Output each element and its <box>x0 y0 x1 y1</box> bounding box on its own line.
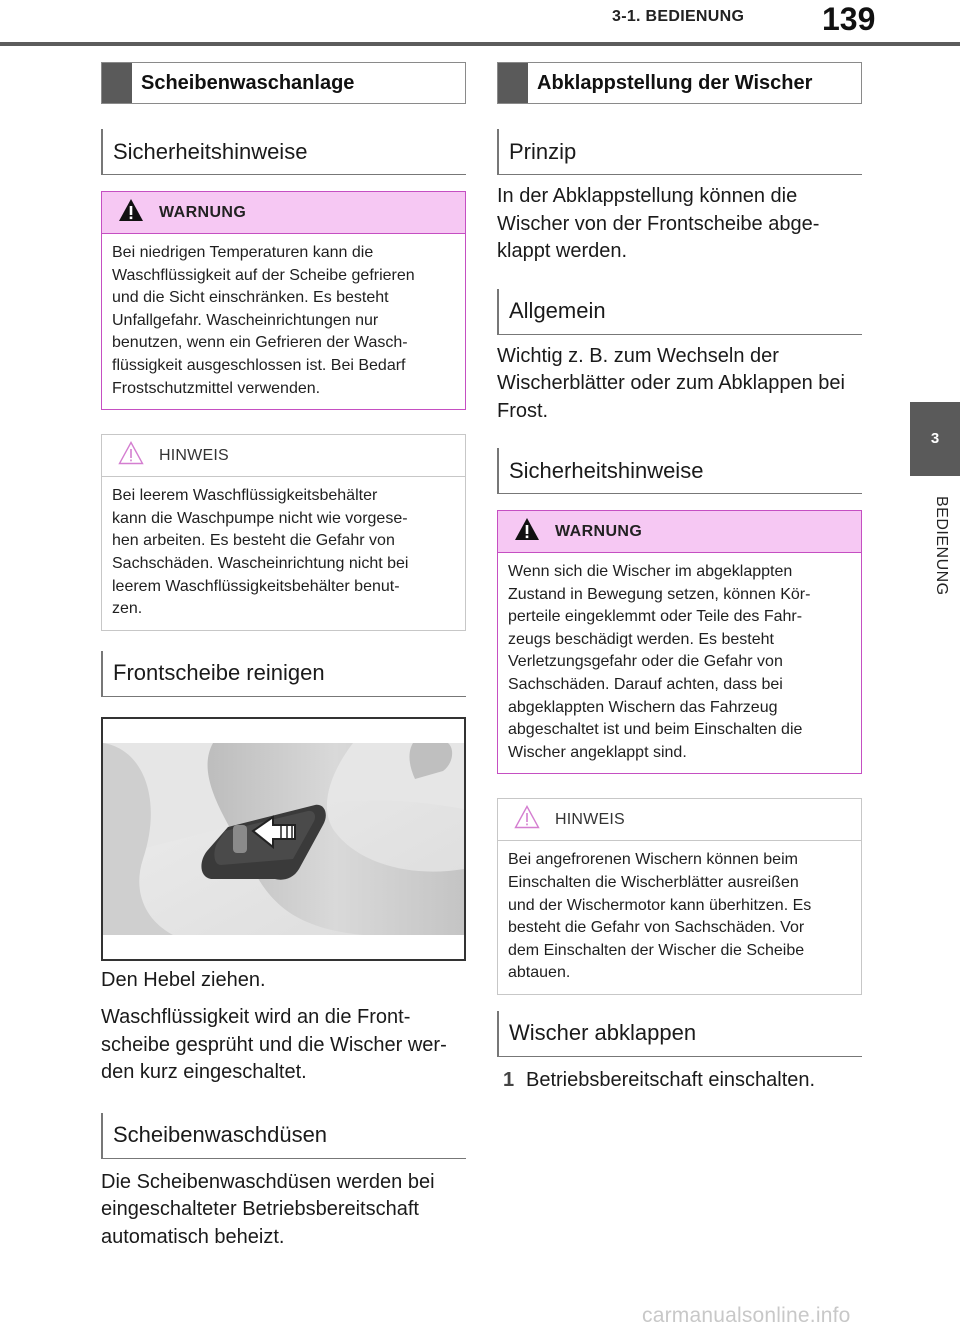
wiper-lever-pull-illustration <box>101 717 466 961</box>
text-line: Bei leerem Waschflüssigkeitsbehälter <box>112 487 378 505</box>
note-box <box>101 434 466 631</box>
note-text <box>498 841 861 994</box>
text-line: perteile eingeklemmt oder Teile des Fahr- <box>508 608 803 626</box>
text-line: abtauen. <box>508 964 571 982</box>
warning-text <box>498 553 861 773</box>
text-line: zeugs beschädigt werden. Es besteht <box>508 630 774 648</box>
sub-heading-general: Allgemein <box>497 289 862 335</box>
text-line: kann die Waschpumpe nicht wie vorgese- <box>112 509 408 527</box>
text-line: Wichtig z. B. zum Wechseln der <box>497 344 779 367</box>
step-number: 1 <box>503 1068 515 1091</box>
text-line: Waschflüssigkeit wird an die Front- <box>101 1006 411 1029</box>
warning-label: WARNUNG <box>159 203 247 221</box>
heading-bar <box>102 63 132 103</box>
text-line: klappt werden. <box>497 240 628 262</box>
header-rule <box>0 42 960 46</box>
text-line: den kurz eingeschaltet. <box>101 1061 307 1084</box>
page-number: 139 <box>822 1 876 37</box>
text-line: Unfallgefahr. Wascheinrichtungen nur <box>112 311 379 329</box>
warning-box <box>497 510 862 774</box>
step-item <box>497 1067 862 1095</box>
text-line: und die Sicht einschränken. Es besteht <box>112 289 389 307</box>
text-line: zen. <box>112 600 143 618</box>
text-line: Zustand in Bewegung setzen, können Kör- <box>508 585 811 603</box>
text-line: und der Wischermotor kann überhitzen. Es <box>508 896 812 914</box>
sub-heading-clean: Frontscheibe reinigen <box>101 651 466 697</box>
section-heading-washer <box>101 62 466 104</box>
general-description <box>497 343 862 426</box>
text-line: besteht die Gefahr von Sachschäden. Vor <box>508 919 805 937</box>
principle-description <box>497 183 862 266</box>
text-line: leerem Waschflüssigkeitsbehälter benut- <box>112 577 400 595</box>
text-line: Wenn sich die Wischer im abgeklappten <box>508 563 793 580</box>
warning-triangle-icon <box>118 198 144 227</box>
text-line: eingeschalteter Betriebsbereitschaft <box>101 1198 419 1221</box>
text-line: automatisch beheizt. <box>101 1225 285 1248</box>
warning-triangle-icon <box>514 517 540 546</box>
chapter-tab: 3 <box>910 402 960 476</box>
text-line: Bei niedrigen Temperaturen kann die <box>112 244 374 261</box>
text-line: abgeklappten Wischern das Fahrzeug <box>508 698 778 716</box>
section-heading-text: Abklappstellung der Wischer <box>537 71 813 94</box>
sub-heading-principle: Prinzip <box>497 129 862 175</box>
text-line: In der Abklappstellung können die <box>497 185 798 207</box>
text-line: Die Scheibenwaschdüsen werden bei <box>101 1170 435 1193</box>
note-header <box>498 799 861 841</box>
note-box <box>497 798 862 995</box>
text-line: Bei angefrorenen Wischern können beim <box>508 851 798 869</box>
note-label: HINWEIS <box>159 446 229 464</box>
text-line: scheibe gesprüht und die Wischer wer- <box>101 1033 447 1056</box>
warning-header <box>498 511 861 553</box>
section-heading-text: Scheibenwaschanlage <box>141 71 355 94</box>
sub-heading-safety: Sicherheitshinweise <box>101 129 466 175</box>
heading-bar <box>498 63 528 103</box>
text-line: Waschflüssigkeit auf der Scheibe gefrieren <box>112 266 415 284</box>
note-text <box>102 477 465 630</box>
text-line: Wischerblätter oder zum Abklappen bei <box>497 372 845 394</box>
text-line: Frost. <box>497 399 549 422</box>
left-column <box>101 62 466 1251</box>
text-line: flüssigkeit ausgeschlossen ist. Bei Bedarf <box>112 356 406 374</box>
sub-heading-safety: Sicherheitshinweise <box>497 448 862 494</box>
warning-label: WARNUNG <box>555 522 643 540</box>
chapter-vertical-label: BEDIENUNG <box>933 496 950 596</box>
warning-box <box>101 191 466 410</box>
footer-watermark: carmanualsonline.info <box>642 1304 851 1327</box>
text-line: Wischer angeklappt sind. <box>508 743 687 761</box>
text-line: abgeschaltet ist und beim Einschalten die <box>508 721 803 739</box>
text-line: dem Einschalten der Wischer die Scheibe <box>508 941 805 959</box>
sub-heading-nozzles: Scheibenwaschdüsen <box>101 1113 466 1159</box>
section-heading-fold-position <box>497 62 862 104</box>
note-header <box>102 435 465 477</box>
text-line: Frostschutzmittel verwenden. <box>112 379 321 397</box>
note-label: HINWEIS <box>555 810 625 828</box>
text-line: Sachschäden. Wascheinrichtung nicht bei <box>112 554 409 572</box>
text-line: Einschalten die Wischerblätter ausreißen <box>508 873 799 891</box>
sub-heading-fold-wipers: Wischer abklappen <box>497 1011 862 1057</box>
text-line: benutzen, wenn ein Gefrieren der Wasch- <box>112 334 408 352</box>
note-triangle-icon <box>118 441 144 470</box>
right-column <box>497 62 862 1094</box>
text-line: Verletzungsgefahr oder die Gefahr von <box>508 653 783 671</box>
step-text: Betriebsbereitschaft einschalten. <box>526 1068 816 1091</box>
text-line: Sachschäden. Darauf achten, dass bei <box>508 675 783 693</box>
note-triangle-icon <box>514 805 540 834</box>
text-line: hen arbeiten. Es besteht die Gefahr von <box>112 532 395 550</box>
text-line: Wischer von der Frontscheibe abge- <box>497 212 820 235</box>
clean-instruction: Den Hebel ziehen. <box>101 968 266 991</box>
nozzle-description <box>101 1169 466 1252</box>
header-section-title: 3-1. BEDIENUNG <box>612 8 745 25</box>
warning-header <box>102 192 465 234</box>
clean-description <box>101 1004 466 1087</box>
warning-text <box>102 234 465 409</box>
